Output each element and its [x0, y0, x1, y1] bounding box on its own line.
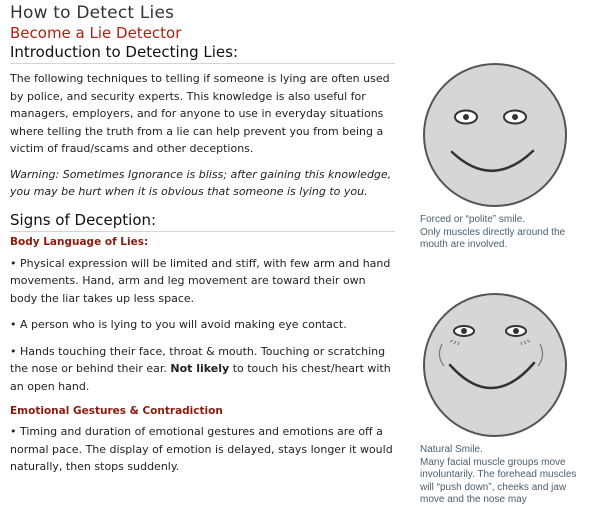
bullet-eye-contact: • A person who is lying to you will avoid making eye contact.	[10, 318, 347, 331]
intro-heading: Introduction to Detecting Lies:	[10, 43, 395, 64]
bullet-hands-face-post: to touch his chest/heart with an open hand.	[10, 362, 391, 393]
bullet-emotion-timing: • Timing and duration of emotional gestures and emotions are off a normal pace. The display of emotion is delayed, stays longer it would naturally, then stops suddenly.	[10, 425, 393, 473]
forced-smile-caption	[420, 214, 590, 252]
forced-smile-caption-title: Forced or “polite” smile.	[420, 214, 526, 225]
bullet-stiff-expression: • Physical expression will be limited and stiff, with few arm and hand movements. Hand, arm and leg movement are toward their own body the liar takes up less space.	[10, 256, 391, 305]
intro-paragraph: The following techniques to telling if someone is lying are often used by police, and security experts. This knowledge is also useful for managers, employers, and for anyone to use in everyday situations where telling the truth from a lie can help prevent you from being a victim of fraud/scams and other deceptions.	[10, 72, 390, 155]
bullet-hands-face-bold: Not likely	[170, 362, 230, 375]
signs-heading: Signs of Deception:	[10, 211, 395, 232]
natural-smile-caption-title: Natural Smile.	[420, 444, 483, 455]
bullet-hands-face	[10, 343, 395, 396]
article	[10, 2, 395, 476]
natural-smile-caption-text: Many facial muscle groups move involuntarily. The forehead muscles will “push down”, cheeks and jaw move and the nose may	[420, 456, 577, 505]
natural-smile-face-icon	[420, 290, 570, 440]
page-title: How to Detect Lies	[10, 3, 175, 23]
sidebar	[420, 60, 600, 505]
body-language-heading: Body Language of Lies:	[10, 235, 149, 248]
bullet-hands-face-pre: • Hands touching their face, throat & mouth. Touching or scratching the nose or behind their ear.	[10, 344, 386, 375]
emotional-heading: Emotional Gestures & Contradiction	[10, 405, 223, 417]
forced-smile-face-icon	[420, 60, 570, 210]
page-subtitle: Become a Lie Detector	[10, 24, 182, 42]
forced-smile-caption-text: Only muscles directly around the mouth are involved.	[420, 226, 566, 250]
warning-paragraph: Warning: Sometimes Ignorance is bliss; after gaining this knowledge, you may be hurt when it is obvious that someone is lying to you.	[10, 167, 392, 198]
natural-smile-block	[420, 290, 590, 507]
natural-smile-caption	[420, 444, 590, 507]
